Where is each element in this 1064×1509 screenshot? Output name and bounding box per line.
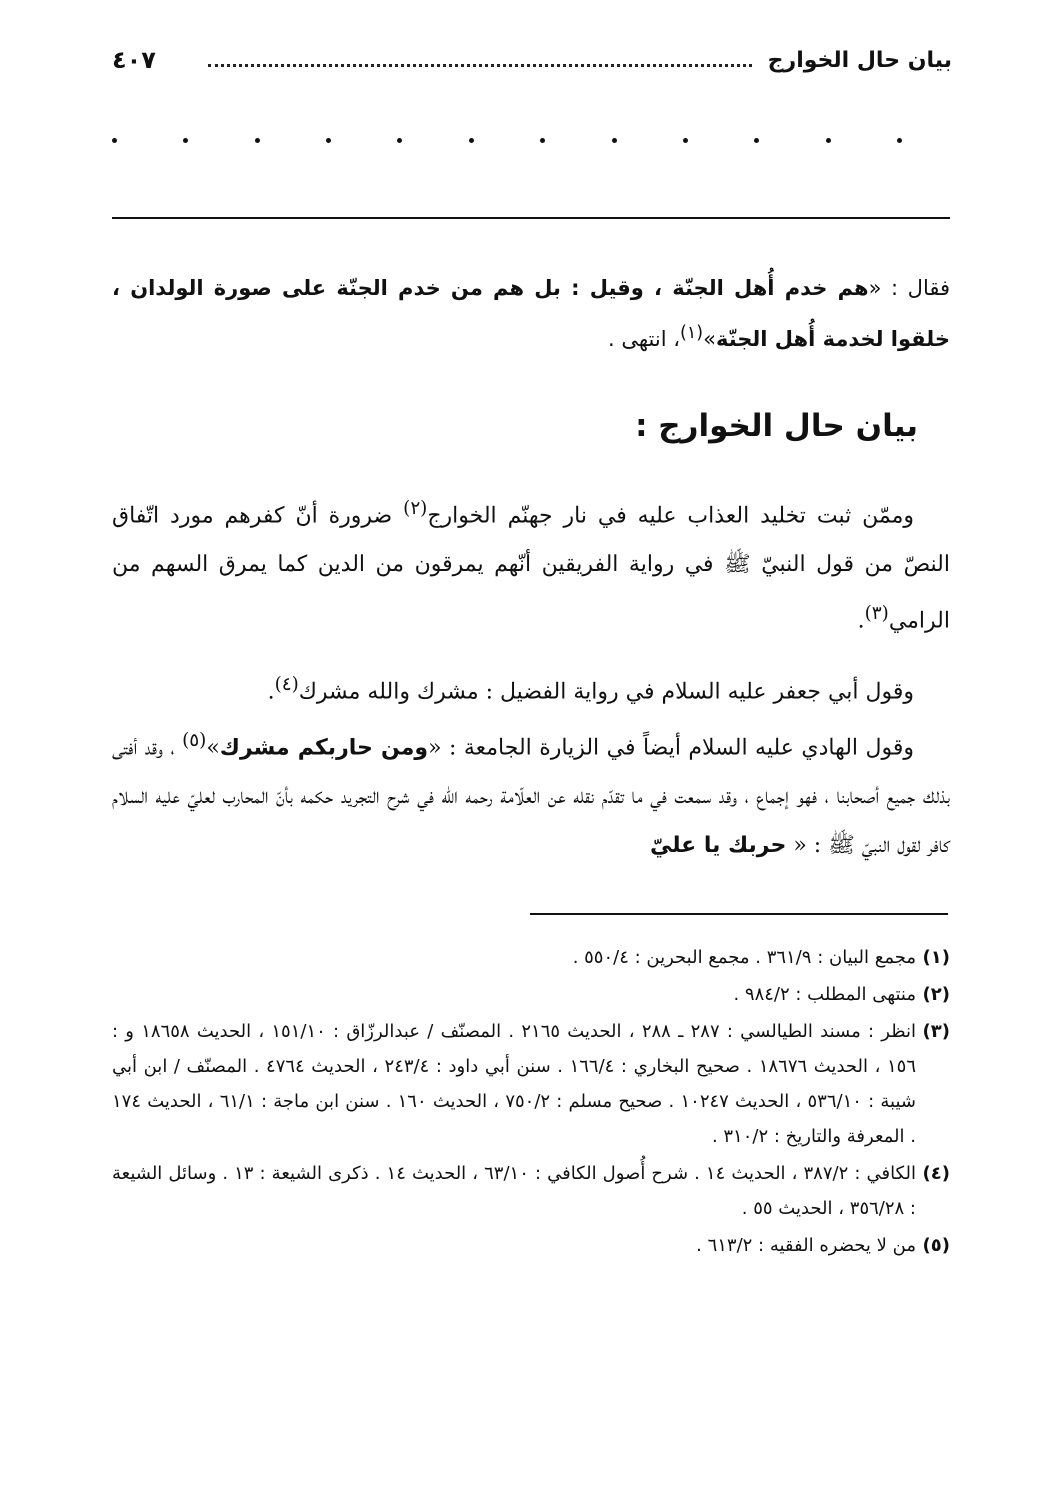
top-divider — [112, 217, 950, 219]
omission-dots — [112, 138, 902, 143]
paragraph-3: وقول الهادي عليه السلام أيضاً في الزيارة الجامعة : «ومن حاربكم مشرك»$^{(٥)}$ ، وقد أفتى بذلك جميع أصحابنا ، فهو إجماع ، وقد سمعت في ما تقدّم نقله عن العلّامة رحمه الله في شرح التجريد حكمه بأنّ المحارب لعليّ عليه السلام كافر لقول النبيّ ﷺ : « حربك يا عليّ — [112, 730, 950, 859]
footnote-ref: (١) — [680, 323, 704, 343]
footnote-ref: (٣) — [864, 603, 889, 625]
footnote-item: (٥)من لا يحضره الفقيه : ٦١٣/٢ . — [696, 1235, 950, 1256]
running-title: بيان حال الخوارج — [767, 48, 952, 73]
footnote-ref: (٥) — [182, 730, 207, 751]
leader-dots — [208, 58, 752, 67]
footnote-item: (٢)منتهى المطلب : ٩٨٤/٢ . — [733, 984, 950, 1005]
paragraph-1: وممّن ثبت تخليد العذاب عليه في نار جهنّم الخوارج$^{(٢)}$ ضرورة أنّ كفرهم مورد اتّفاق النصّ من قول النبيّ ﷺ في رواية الفريقين أنّهم يمرقون من الدين كما يمرق السهم من الرامي$^{(٣)}$. — [112, 498, 950, 634]
footnote-divider — [530, 913, 948, 915]
footnote-item: (١)مجمع البيان : ٣٦١/٩ . مجمع البحرين : ٥٥٠/٤ . — [572, 947, 950, 968]
section-heading: بيان حال الخوارج : — [635, 408, 918, 444]
quote-bold-text: هم خدم أُهل الجنّة ، وقيل : بل هم من خدم الجنّة على صورة الولدان ، خلقوا لخدمة أُهل الجنّة — [112, 276, 950, 351]
quote-paragraph: فقال : «هم خدم أُهل الجنّة ، وقيل : بل هم من خدم الجنّة على صورة الولدان ، خلقوا لخدمة أُهل الجنّة»$^{(١)}$، انتهى . — [112, 276, 951, 351]
paragraph-2: وقول أبي جعفر عليه السلام في رواية الفضيل : مشرك والله مشرك$^{(٤)}$. — [267, 674, 914, 705]
footnote-item: (٣)انظر : مسند الطيالسي : ٢٨٧ ـ ٢٨٨ ، الحديث ٢١٦٥ . المصنّف / عبدالرزّاق : ١٥١/١٠ ، الحديث ١٨٦٥٨ و : ١٥٦ ، الحديث ١٨٦٧٦ . صحيح البخاري : ١٦٦/٤ . سنن أبي داود : ٢٤٣/٤ ، الحديث ٤٧٦٤ . المصنّف / ابن أبي شيبة : ٥٣٦/١٠ ، الحديث ١٠٢٤٧ . صحيح مسلم : ٧٥٠/٢ ، الحديث ١٦٠ . سنن ابن ماجة : ٦١/١ ، الحديث ١٧٤ . المعرفة والتاريخ : ٣١٠/٢ . — [112, 1021, 950, 1147]
page-number: ٤٠٧ — [112, 46, 156, 74]
footnote-ref: (٢) — [403, 498, 428, 519]
page-header — [112, 44, 952, 84]
footnote-item: (٤)الكافي : ٣٨٧/٢ ، الحديث ١٤ . شرح أُصول الكافي : ٦٣/١٠ ، الحديث ١٤ . ذكرى الشيعة : ١٣ . وسائل الشيعة : ٣٥٦/٢٨ ، الحديث ٥٥ . — [112, 1163, 950, 1219]
footnotes — [112, 940, 950, 1265]
footnote-ref: (٤) — [274, 674, 299, 695]
